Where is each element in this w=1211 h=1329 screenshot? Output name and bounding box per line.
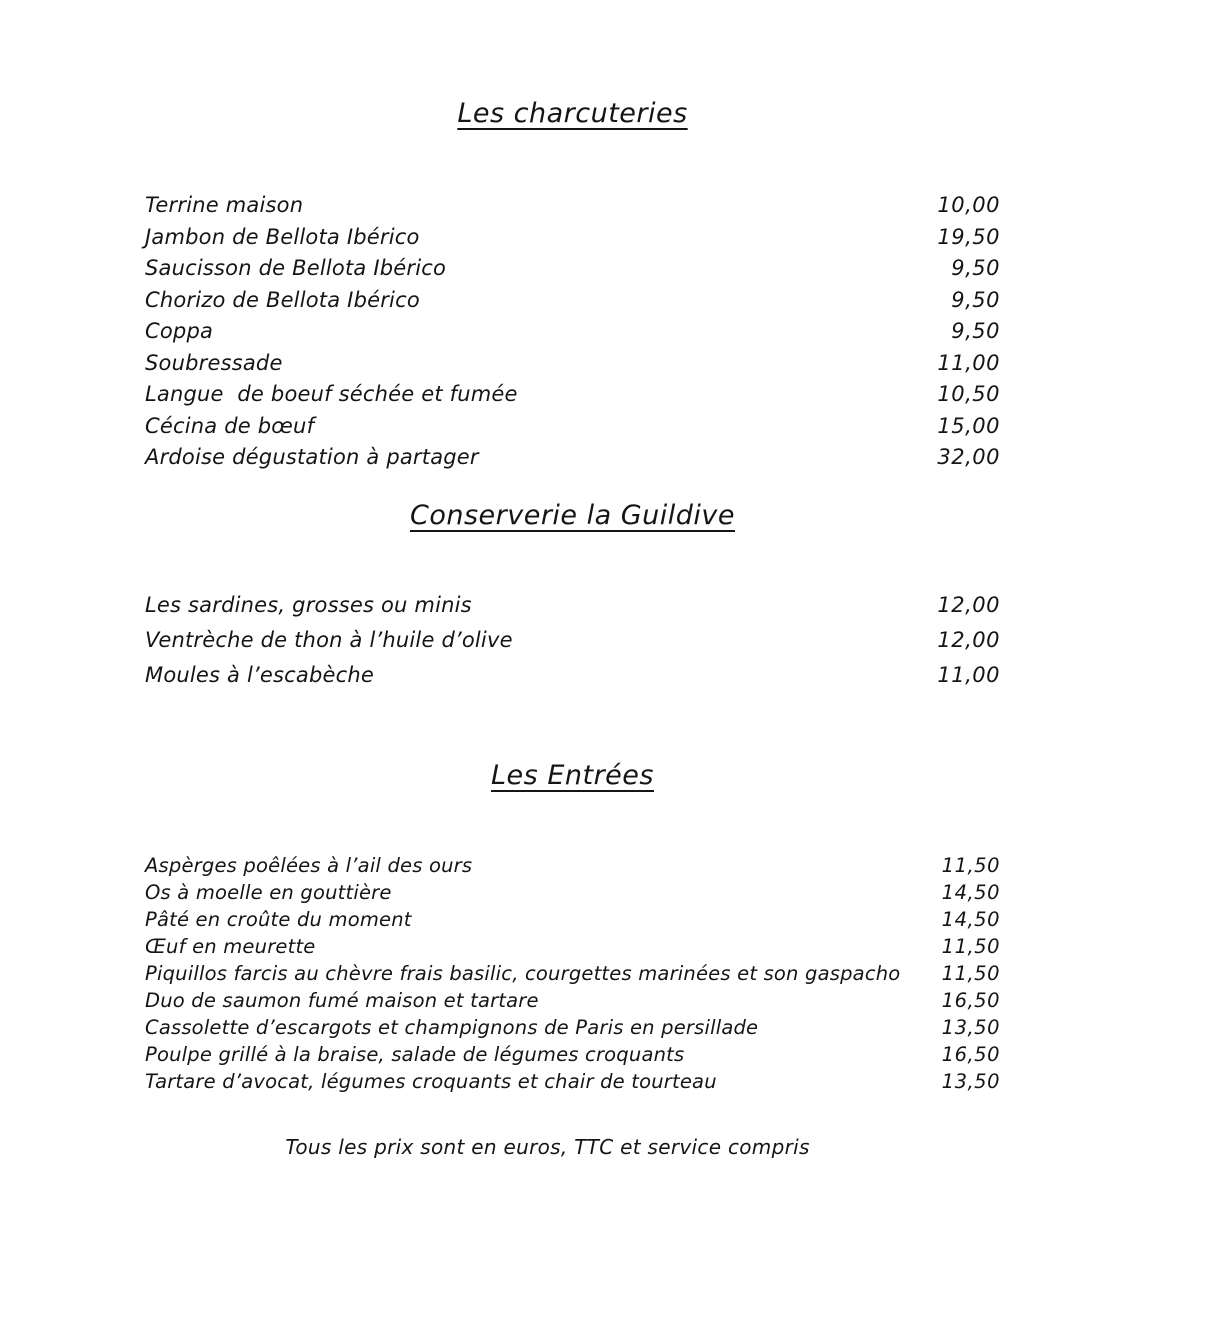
item-price: 19,50 (937, 224, 1000, 249)
item-name: Poulpe grillé à la braise, salade de légumes croquants (145, 1043, 685, 1067)
section-charcuteries (145, 74, 1000, 474)
item-name: Os à moelle en gouttière (145, 881, 392, 905)
item-price: 10,00 (937, 193, 1000, 218)
item-name: Cassolette d’escargots et champignons de Paris en persillade (145, 1016, 759, 1040)
item-name: Pâté en croûte du moment (145, 908, 412, 932)
item-name: Piquillos farcis au chèvre frais basilic, courgettes marinées et son gaspacho (145, 962, 901, 986)
item-name: Aspèrges poêlées à l’ail des ours (145, 854, 473, 878)
menu-items-list (145, 852, 1000, 1095)
item-name: Chorizo de Bellota Ibérico (145, 287, 420, 312)
item-price: 9,50 (951, 287, 1000, 312)
item-price: 11,50 (941, 935, 1000, 959)
item-price: 11,50 (941, 854, 1000, 878)
item-price: 16,50 (941, 1043, 1000, 1067)
menu-item-row (145, 222, 1000, 254)
item-price: 10,50 (937, 382, 1000, 407)
section-title: Conserverie la Guildive (409, 500, 736, 532)
section-conserverie (145, 476, 1000, 693)
item-price: 11,00 (937, 350, 1000, 375)
item-price: 13,50 (941, 1016, 1000, 1040)
item-price: 12,00 (937, 593, 1000, 618)
section-title: Les Entrées (491, 760, 654, 792)
menu-item-row (145, 1041, 1000, 1068)
item-name: Les sardines, grosses ou minis (145, 593, 472, 618)
menu-item-row (145, 442, 1000, 474)
menu-item-row (145, 852, 1000, 879)
menu-item-row (145, 190, 1000, 222)
menu-item-row (145, 1068, 1000, 1095)
item-name: Jambon de Bellota Ibérico (145, 224, 420, 249)
item-price: 14,50 (941, 908, 1000, 932)
menu-item-row (145, 906, 1000, 933)
section-title: Les charcuteries (457, 98, 688, 130)
menu-item-row (145, 588, 1000, 623)
item-price: 11,50 (941, 962, 1000, 986)
item-price: 32,00 (937, 445, 1000, 470)
menu-item-row (145, 960, 1000, 987)
item-name: Ventrèche de thon à l’huile d’olive (145, 628, 513, 653)
item-price: 11,00 (937, 663, 1000, 688)
menu-item-row (145, 987, 1000, 1014)
section-entrees (145, 736, 1000, 1095)
menu-items-list (145, 588, 1000, 693)
menu-item-row (145, 348, 1000, 380)
menu-items-list (145, 190, 1000, 474)
menu-item-row (145, 411, 1000, 443)
menu-item-row (145, 623, 1000, 658)
item-name: Ardoise dégustation à partager (145, 445, 479, 470)
menu-item-row (145, 316, 1000, 348)
item-name: Cécina de bœuf (145, 413, 315, 438)
item-price: 9,50 (951, 319, 1000, 344)
item-price: 15,00 (937, 413, 1000, 438)
menu-item-row (145, 253, 1000, 285)
item-name: Tartare d’avocat, légumes croquants et chair de tourteau (145, 1070, 717, 1094)
item-name: Soubressade (145, 350, 283, 375)
menu-item-row (145, 658, 1000, 693)
menu-item-row (145, 379, 1000, 411)
item-name: Saucisson de Bellota Ibérico (145, 256, 447, 281)
item-price: 16,50 (941, 989, 1000, 1013)
item-name: Terrine maison (145, 193, 304, 218)
item-price: 13,50 (941, 1070, 1000, 1094)
menu-item-row (145, 933, 1000, 960)
item-name: Moules à l’escabèche (145, 663, 375, 688)
item-price: 12,00 (937, 628, 1000, 653)
menu-item-row (145, 879, 1000, 906)
item-price: 14,50 (941, 881, 1000, 905)
item-name: Œuf en meurette (145, 935, 316, 959)
item-name: Coppa (145, 319, 214, 344)
item-name: Duo de saumon fumé maison et tartare (145, 989, 539, 1013)
item-name: Langue de boeuf séchée et fumée (145, 382, 518, 407)
item-price: 9,50 (951, 256, 1000, 281)
price-notice: Tous les prix sont en euros, TTC et service compris (285, 1135, 810, 1159)
menu-item-row (145, 285, 1000, 317)
menu-item-row (145, 1014, 1000, 1041)
